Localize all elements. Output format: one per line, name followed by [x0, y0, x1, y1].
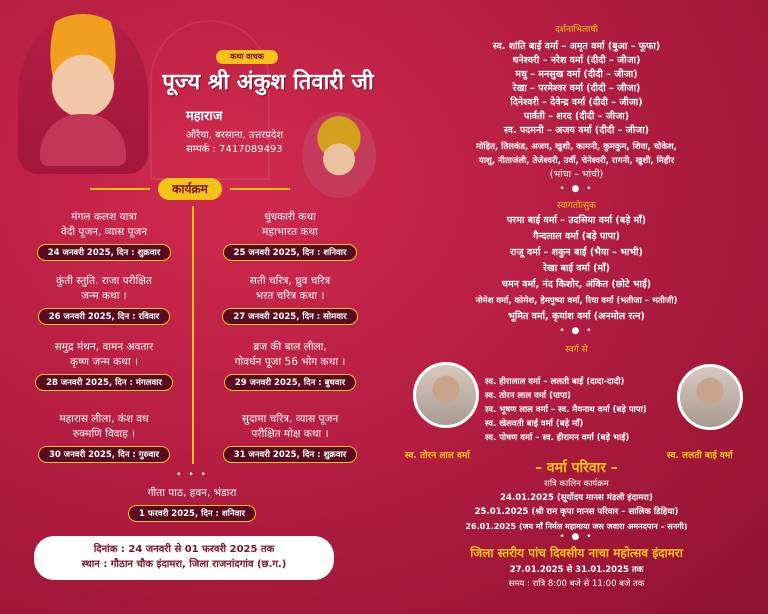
- mahotsav-title: जिला स्तरीय पांच दिवसीय नाचा महोत्सव इंदामरा: [470, 546, 683, 560]
- event-text: सुदामा चरित्र, व्यास पूजन: [241, 413, 339, 425]
- darshan-line: पार्वती – शरद (दीदी – जीजा): [523, 111, 630, 122]
- deity-image: [302, 112, 376, 198]
- swagat-line: नोमेश वर्मा, कोमेश, हेमपुष्पा वर्मा, रिया वर्मा (भतीजा – भतीजी): [475, 296, 678, 306]
- swagat-line: रेखा बाई वर्मा (माँ): [543, 263, 610, 274]
- venue-box: [34, 536, 334, 580]
- event-text: सती चरित्र, ध्रुव चरित्र: [249, 275, 331, 287]
- darshan-line: धनेश्वरी – नरेश वर्मा (दीदी – जीजा): [512, 55, 641, 66]
- event-text: जन्म कथा ।: [81, 290, 127, 302]
- phone-number: सम्पर्क : 7417089493: [186, 144, 283, 155]
- event-date: 27 जनवरी 2025, दिन : सोमवार: [222, 308, 357, 325]
- memorial-photo-left: [413, 362, 479, 428]
- karyakram-heading: [70, 178, 310, 200]
- photo-caption-left: स्व. तोरन लाल वर्मा: [405, 451, 470, 461]
- event-date: 29 जनवरी 2025, दिन : बुधवार: [224, 374, 356, 391]
- katha-vachak-badge: कथा वाचक: [216, 50, 278, 64]
- swagat-line: राजू वर्मा – शकुन बाई (भैया – भाभी): [510, 247, 643, 258]
- event-date: 28 जनवरी 2025, दिन : मंगलवार: [35, 374, 173, 391]
- event-text: परीक्षित मोक्ष कथा ।: [251, 428, 329, 440]
- event-text: भरत चरित्र कथा ।: [255, 290, 325, 302]
- event-item: [200, 274, 380, 325]
- ratri-line: 24.01.2025 (सूर्योदय मानस मंडली इंदामरा): [500, 493, 653, 503]
- swarg-line: स्व. तोरन लाल वर्मा (पापा): [485, 391, 571, 401]
- event-item: [14, 412, 194, 463]
- divider: [90, 188, 150, 190]
- address: औरैया, बरसाना, उत्तरप्रदेश: [186, 130, 283, 141]
- varma-parivar-title: – वर्मा परिवार –: [535, 460, 618, 476]
- event-text: समुद्र मंथन, वामन अवतार: [54, 341, 154, 353]
- event-item: [14, 210, 194, 261]
- event-text: गीता पाठ, हवन, भंडारा: [147, 487, 237, 499]
- event-date: 24 जनवरी 2025, दिन : शुक्रवार: [37, 244, 171, 261]
- event-text: कृष्ण जन्म कथा ।: [70, 356, 138, 368]
- ratri-line: 25.01.2025 (श्री राम कृपा मानस परिवार – सालिक डिहिया): [474, 507, 679, 517]
- darshan-line: स्व. पदमनी – अजय वर्मा (दीदी – जीजा): [503, 125, 650, 136]
- event-item: [14, 340, 194, 391]
- ratri-heading: रात्रि कालिन कार्यक्रम: [544, 479, 609, 489]
- karyakram-badge: कार्यक्रम: [158, 178, 222, 200]
- background-arch: [150, 20, 270, 180]
- event-text: गोवर्धन पूजा 56 भोग कथा ।: [234, 356, 346, 368]
- mahotsav-time: समय : रात्रि 8:00 बजे से 11:00 बजे तक: [508, 579, 645, 589]
- speaker-portrait: [18, 14, 148, 174]
- event-text: कुंती स्तुति. राजा परीक्षित: [56, 275, 152, 287]
- darshan-line: दिनेश्वरी – देवेन्द्र वर्मा (दीदी – जीजा): [510, 97, 643, 108]
- darshan-line: स्व. शांति बाई वर्मा – अमृत वर्मा (बुआ – फूफा): [492, 41, 661, 52]
- event-item: [200, 340, 380, 391]
- event-date: 1 फरवरी 2025, दिन : शनिवार: [128, 505, 256, 522]
- swarg-line: स्व. हीरालाल वर्मा – ललती बाई (दादा-दादी): [485, 377, 625, 387]
- divider: [230, 188, 290, 190]
- swagat-line: चमन वर्मा, नंद किशोर, अंकित (छोटे भाई): [501, 279, 652, 290]
- memorial-photo-right: [677, 364, 743, 430]
- darshan-line: याशु, नीताजंली, तेजेश्वरी, उर्वी, चेनेश्वरी, रागनी, खुशी, मिहीर: [478, 156, 675, 166]
- separator-dots: • • •: [176, 470, 208, 480]
- event-date: 26 जनवरी 2025, दिन : रविवार: [38, 308, 171, 325]
- photo-caption-right: स्व. ललती बाई वर्मा: [667, 451, 733, 461]
- separator-dots: • ● •: [559, 532, 594, 542]
- swagat-heading: स्वागतोत्सुक: [557, 201, 596, 211]
- event-text: रुक्मणि विवाह ।: [72, 428, 136, 440]
- event-text: महारास लीला, कंश वध: [59, 413, 149, 425]
- ratri-line: 26.01.2025 (जय माँ निर्मल महामाया जस जवारा अमनदपान – सनगी): [465, 522, 688, 531]
- event-date: 25 जनवरी 2025, दिन : शनिवार: [223, 244, 358, 261]
- event-text: ब्रज की बाल लीला,: [253, 341, 327, 353]
- event-item: [200, 210, 380, 261]
- darshan-line: (भांचा – भांची): [549, 169, 604, 180]
- darshan-line: मधु – मनसुख वर्मा (दीदी – जीजा): [515, 69, 638, 80]
- swagat-line: भूमित वर्मा, कृयांश वर्मा (अनमोल रत्न): [508, 311, 645, 322]
- swagat-line: गैन्दलाल वर्मा (बड़े पापा): [533, 231, 620, 242]
- event-item: [14, 274, 194, 325]
- event-item: [200, 412, 380, 463]
- venue-place: स्थान : गौठान चौक इंदामरा, जिला राजनांदगांव (छ.ग.): [81, 559, 287, 570]
- separator-dots: • ● •: [559, 184, 594, 194]
- mahotsav-dates: 27.01.2025 से 31.01.2025 तक: [509, 565, 644, 575]
- swarg-line: स्व. खेलवती बाई वर्मा (बड़े माँ): [485, 419, 584, 429]
- event-text: वेदी पूजन, व्यास पूजन: [60, 226, 148, 238]
- event-text: महाभारत कथा: [262, 226, 318, 238]
- separator-dots: • ● •: [559, 326, 594, 336]
- venue-dates: दिनांक : 24 जनवरी से 01 फरवरी 2025 तक: [93, 544, 275, 555]
- event-text: धुंधकारी कथा: [264, 211, 316, 223]
- event-date: 30 जनवरी 2025, दिन : गुरुवार: [38, 446, 170, 463]
- speaker-title: पूज्य श्री अंकुश तिवारी जी: [162, 69, 374, 95]
- swarg-line: स्व. पोषण वर्मा – स्व. हीरामन वर्मा (बड़े भाई): [485, 433, 630, 443]
- swarg-line: स्व. भूषण लाल वर्मा – स्व. मैयनाथ वर्मा (बड़े पापा): [485, 405, 647, 415]
- event-text: मंगल कलश यात्रा: [71, 211, 137, 223]
- darshan-heading: दर्शनाभिलाषी: [555, 25, 598, 35]
- swagat-line: परमा बाई वर्मा – उदसिया वर्मा (बड़े माँ): [506, 215, 647, 226]
- darshan-line: मोहित, तिलकंड, अजय, खुशी, कामनी, कुमकुम, शिवा, चोकेश,: [476, 142, 677, 152]
- event-item: [102, 486, 282, 522]
- event-date: 31 जनवरी 2025, दिन : शुक्रवार: [223, 446, 357, 463]
- right-panel: [385, 0, 768, 614]
- swarg-heading: स्वर्ग से: [565, 345, 588, 355]
- darshan-line: रेखा – परमेश्वर वर्मा (दीदी – जीजा): [512, 83, 641, 94]
- maharaj-label: महाराज: [186, 109, 223, 124]
